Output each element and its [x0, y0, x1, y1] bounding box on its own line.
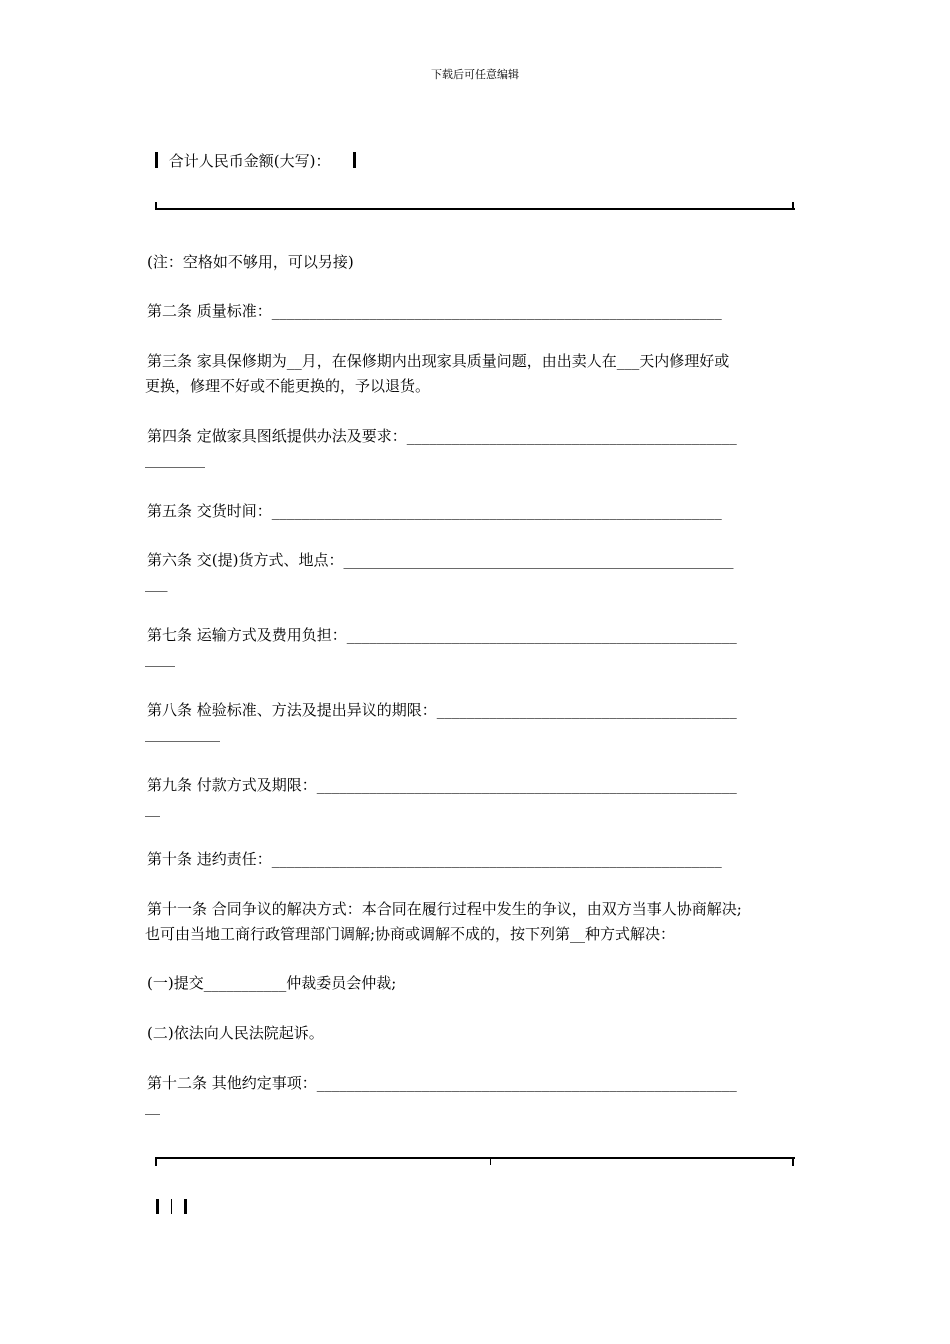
- article-7-line-2: ____: [145, 649, 175, 667]
- total-amount-row: [155, 150, 356, 171]
- article-2: 第二条 质量标准：____________________________________________________________: [147, 302, 722, 320]
- table-border-left: [155, 152, 158, 168]
- table-cell-border-2: [171, 1199, 172, 1214]
- article-9-line-2: __: [145, 799, 160, 817]
- article-7-line-1: 第七条 运输方式及费用负担：____________________________________________________: [147, 626, 737, 644]
- total-amount-label: 合计人民币金额(大写)：: [168, 152, 331, 170]
- article-3-line-2: 更换，修理不好或不能更换的，予以退货。: [145, 377, 431, 395]
- signature-table-corner-left: [155, 1157, 157, 1166]
- signature-table-corner-right: [792, 1157, 794, 1166]
- article-5: 第五条 交货时间：____________________________________________________________: [147, 502, 722, 520]
- article-11-option-1: (一)提交___________仲裁委员会仲裁;: [147, 974, 397, 992]
- table-cell-border-3: [184, 1199, 187, 1214]
- article-9-line-1: 第九条 付款方式及期限：________________________________________________________: [147, 776, 737, 794]
- article-4-line-2: ________: [145, 450, 205, 468]
- article-11-line-2: 也可由当地工商行政管理部门调解;协商或调解不成的，按下列第__种方式解决：: [145, 925, 676, 943]
- table-bottom-rule: [155, 208, 795, 210]
- table-corner-right: [792, 202, 794, 210]
- article-8-line-1: 第八条 检验标准、方法及提出异议的期限：________________________________________: [147, 701, 737, 719]
- article-11-option-2: (二)依法向人民法院起诉。: [147, 1024, 324, 1042]
- article-6-line-2: ___: [145, 574, 168, 592]
- note-text: (注：空格如不够用，可以另接): [147, 253, 354, 271]
- article-4-line-1: 第四条 定做家具图纸提供办法及要求：____________________________________________: [147, 427, 737, 445]
- page-header: 下载后可任意编辑: [431, 68, 519, 81]
- table-corner-left: [155, 202, 157, 210]
- article-3-line-1: 第三条 家具保修期为__月，在保修期内出现家具质量问题，由出卖人在___天内修理好或: [147, 352, 730, 370]
- signature-table-row: [156, 1198, 199, 1216]
- article-12-line-2: __: [145, 1097, 160, 1115]
- article-8-line-2: __________: [145, 724, 220, 742]
- table-cell-border-1: [156, 1199, 159, 1214]
- article-11-line-1: 第十一条 合同争议的解决方式：本合同在履行过程中发生的争议，由双方当事人协商解决;: [147, 900, 742, 918]
- signature-table-divider: [490, 1157, 491, 1165]
- article-10: 第十条 违约责任：____________________________________________________________: [147, 850, 722, 868]
- table-border-right: [353, 152, 356, 168]
- article-12-line-1: 第十二条 其他约定事项：________________________________________________________: [147, 1074, 737, 1092]
- signature-table-top-rule: [155, 1157, 795, 1159]
- article-6-line-1: 第六条 交(提)货方式、地点：____________________________________________________: [147, 551, 734, 569]
